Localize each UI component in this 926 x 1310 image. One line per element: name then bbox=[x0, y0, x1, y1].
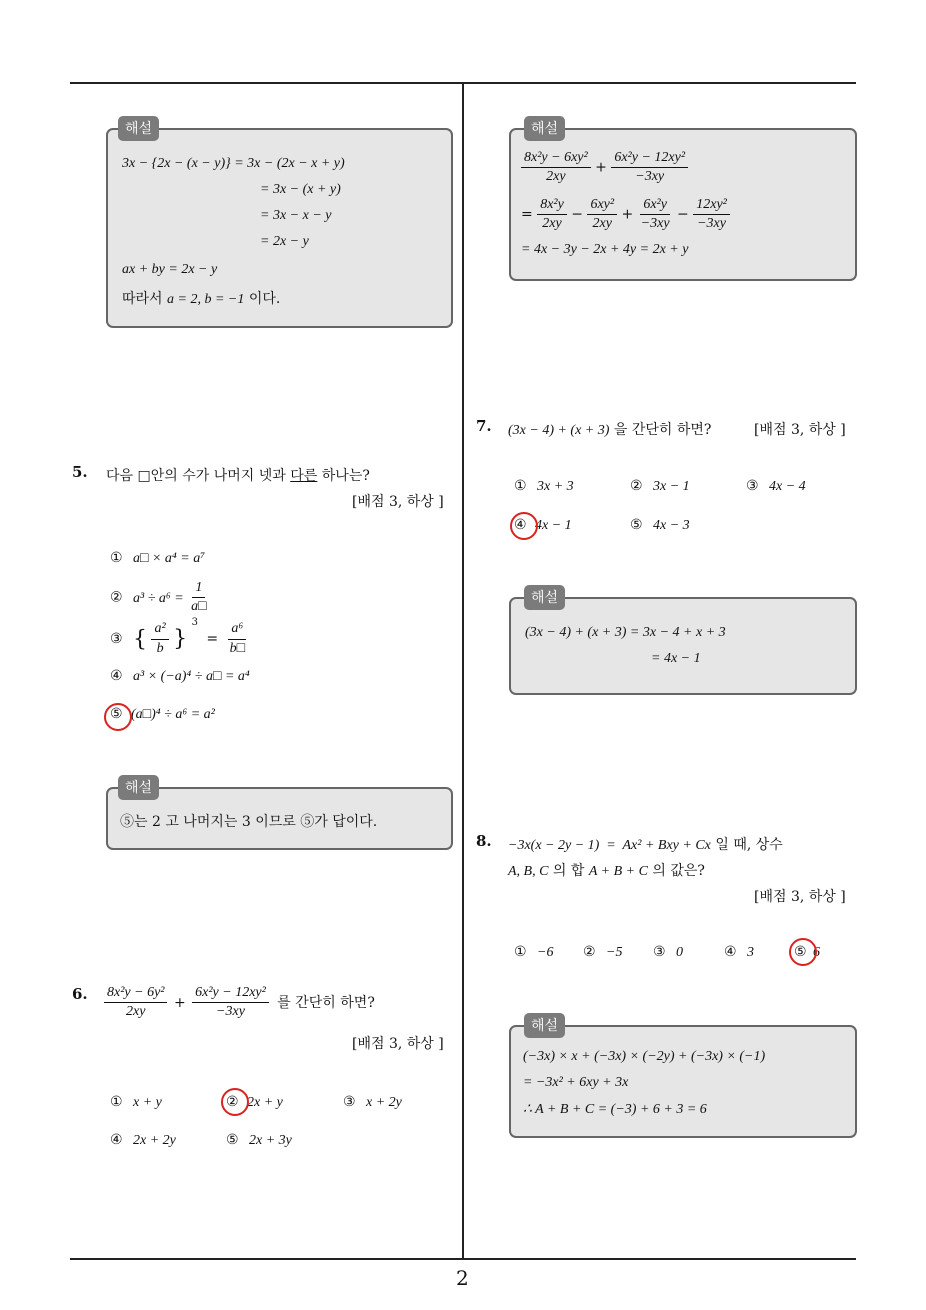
answer-mark-q5 bbox=[104, 703, 132, 731]
question-number-8: 8. bbox=[476, 832, 492, 850]
q7-option-1[interactable]: ① 3x + 3 bbox=[514, 478, 574, 494]
answer-mark-q7 bbox=[510, 512, 538, 540]
question-8-points: [배점 3, 하상 ] bbox=[754, 889, 846, 905]
q5-option-3[interactable]: ③ { $\frac{\text{a²}}{b}$ } $^3$ = $\frac{\text{a⁶}}{b□}$ bbox=[110, 617, 246, 656]
q8-option-2[interactable]: ② −5 bbox=[583, 944, 623, 960]
solution-line-5: ax + by = 2x − y bbox=[122, 262, 218, 277]
q8-option-4[interactable]: ④ 3 bbox=[724, 944, 755, 960]
question-5-points: [배점 3, 하상 ] bbox=[352, 494, 444, 510]
question-8-stem-line-2: A, B, C 의 합 A + B + C 의 값은? bbox=[508, 863, 705, 879]
q8-option-5[interactable]: ⑤ 6 bbox=[794, 944, 821, 960]
solution-line-2: = 3x − (x + y) bbox=[260, 182, 341, 197]
question-7-stem: (3x − 4) + (x + 3) 을 간단히 하면? bbox=[508, 422, 712, 438]
q5-option-5[interactable]: ⑤ (a□)⁴ ÷ a⁶ = a² bbox=[110, 706, 215, 722]
q5-option-1[interactable]: ① a□ × a⁴ = a⁷ bbox=[110, 550, 206, 566]
solution-line-1: 3x − {2x − (x − y)} = 3x − (2x − x + y) bbox=[122, 156, 345, 171]
q6-option-1[interactable]: ① x + y bbox=[110, 1094, 162, 1110]
solution-tag: 해설 bbox=[118, 775, 159, 800]
solution-tag: 해설 bbox=[524, 116, 565, 141]
solution-q8-line-2: = −3x² + 6xy + 3x bbox=[523, 1075, 629, 1090]
solution-line-4: = 2x − y bbox=[260, 234, 309, 249]
solution-box-q6 bbox=[509, 128, 857, 281]
solution-box-q4 bbox=[106, 128, 453, 328]
q6-option-3[interactable]: ③ x + 2y bbox=[343, 1094, 402, 1110]
q7-option-5[interactable]: ⑤ 4x − 3 bbox=[630, 517, 690, 533]
solution-q8-line-1: (−3x) × x + (−3x) × (−2y) + (−3x) × (−1) bbox=[523, 1049, 766, 1064]
bottom-rule bbox=[70, 1258, 856, 1260]
question-8-stem-line-1: −3x(x − 2y − 1) = Ax² + Bxy + Cx 일 때, 상수 bbox=[508, 837, 783, 853]
question-6-points: [배점 3, 하상 ] bbox=[352, 1036, 444, 1052]
solution-q8-line-3: ∴ A + B + C = (−3) + 6 + 3 = 6 bbox=[523, 1102, 707, 1117]
solution-q5-text: ⑤는 2 고 나머지는 3 이므로 ⑤가 답이다. bbox=[120, 814, 378, 830]
q7-option-4[interactable]: ④ 4x − 1 bbox=[514, 517, 572, 533]
page-number: 2 bbox=[456, 1266, 469, 1290]
q6-option-5[interactable]: ⑤ 2x + 3y bbox=[226, 1132, 292, 1148]
question-number-5: 5. bbox=[72, 463, 88, 481]
solution-tag: 해설 bbox=[524, 1013, 565, 1038]
question-5-stem: 다음 □안의 수가 나머지 넷과 다른 하나는? bbox=[106, 468, 370, 484]
column-divider bbox=[462, 84, 464, 1259]
solution-box-q8 bbox=[509, 1025, 857, 1138]
q6-option-2[interactable]: ② 2x + y bbox=[226, 1094, 283, 1110]
solution-tag: 해설 bbox=[118, 116, 159, 141]
solution-tag: 해설 bbox=[524, 585, 565, 610]
question-number-6: 6. bbox=[72, 985, 88, 1003]
answer-mark-q8 bbox=[789, 938, 817, 966]
q7-option-2[interactable]: ② 3x − 1 bbox=[630, 478, 690, 494]
q5-option-4[interactable]: ④ a³ × (−a)⁴ ÷ a□ = a⁴ bbox=[110, 668, 250, 684]
solution-line-3: = 3x − x − y bbox=[260, 208, 332, 223]
solution-q7-line-2: = 4x − 1 bbox=[651, 651, 701, 666]
question-7-points: [배점 3, 하상 ] bbox=[754, 422, 846, 438]
solution-q7-line-1: (3x − 4) + (x + 3) = 3x − 4 + x + 3 bbox=[525, 625, 726, 640]
q8-option-3[interactable]: ③ 0 bbox=[653, 944, 684, 960]
solution-box-q7 bbox=[509, 597, 857, 695]
q5-option-2[interactable]: ② a³ ÷ a⁶ = $\frac{1}{a□}$ bbox=[110, 580, 207, 615]
solution-conclusion: 따라서 a = 2, b = −1 이다. bbox=[122, 291, 281, 307]
solution-q6-row-3: = 4x − 3y − 2x + 4y = 2x + y bbox=[521, 242, 689, 257]
answer-mark-q6 bbox=[221, 1088, 249, 1116]
q7-option-3[interactable]: ③ 4x − 4 bbox=[746, 478, 806, 494]
q6-option-4[interactable]: ④ 2x + 2y bbox=[110, 1132, 176, 1148]
solution-q6-row-1: $\frac{\text{8x²y − 6xy²}}{2xy}$ + $\frac{\text{6x²y − 12xy²}}{-3xy}$ bbox=[521, 150, 688, 185]
question-number-7: 7. bbox=[476, 417, 492, 435]
solution-q6-row-2: = $\frac{\text{8x²y}}{2xy}$ − $\frac{\text{6xy²}}{2xy}$ + $\frac{\text{6x²y}}{-3xy}$ − $\frac{\text{12xy²}}{-3xy}$ bbox=[521, 197, 730, 232]
q8-option-1[interactable]: ① −6 bbox=[514, 944, 554, 960]
question-6-stem: $\frac{\text{8x²y − 6y²}}{2xy}$ + $\frac{\text{6x²y − 12xy²}}{-3xy}$ 를 간단히 하면? bbox=[104, 985, 375, 1020]
